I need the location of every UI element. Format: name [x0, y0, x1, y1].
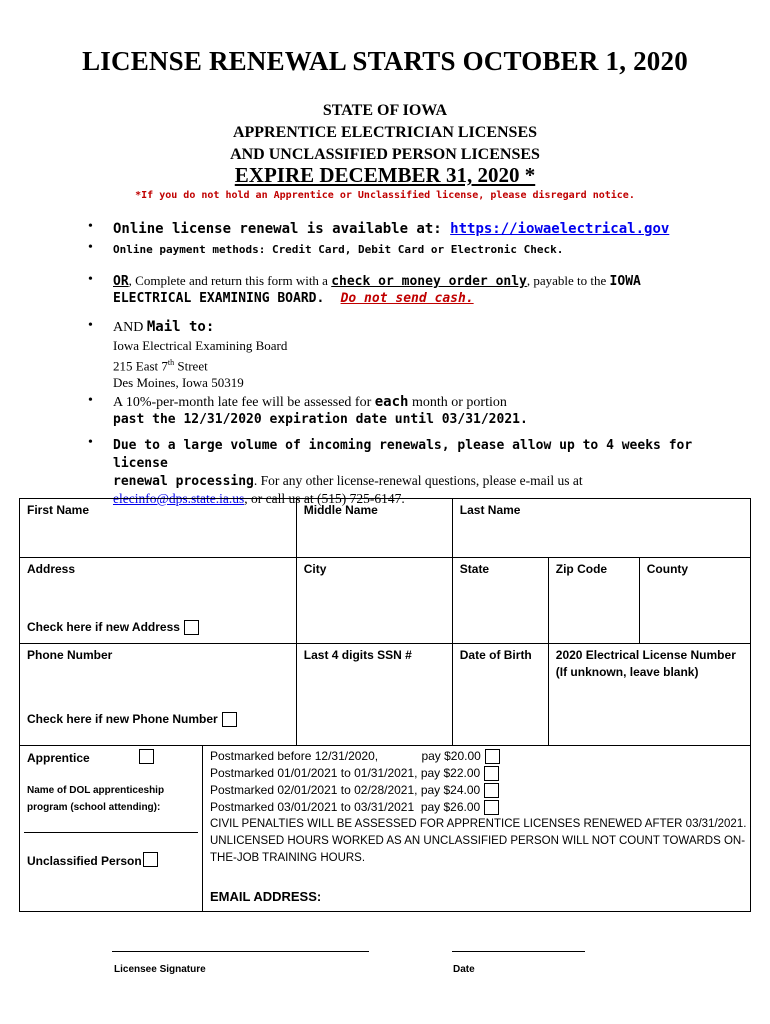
- bullet-icon: •: [88, 318, 93, 333]
- bullet-icon: •: [88, 272, 93, 287]
- license-type-section: [19, 745, 751, 912]
- first-name-field[interactable]: First Name: [20, 499, 297, 558]
- section-divider: [202, 746, 203, 911]
- bullet-icon: •: [88, 219, 93, 234]
- state-heading: STATE OF IOWA: [322, 102, 448, 119]
- fee-checkbox[interactable]: [484, 800, 499, 815]
- new-phone-checkbox-row: Check here if new Phone Number: [27, 712, 237, 727]
- middle-name-field[interactable]: Middle Name: [296, 499, 452, 558]
- online-renewal-link[interactable]: https://iowaelectrical.gov: [450, 221, 670, 237]
- city-field[interactable]: City: [296, 558, 452, 644]
- date-label: Date: [453, 964, 475, 975]
- mail-form-item: OR, Complete and return this form with a check or money order only, payable to the IOWA ELECTRICAL EXAMINING BOARD. Do not send cash.: [113, 273, 641, 306]
- dol-program-line[interactable]: [24, 832, 198, 833]
- county-field[interactable]: County: [639, 558, 750, 644]
- date-of-birth-field[interactable]: Date of Birth: [452, 644, 548, 746]
- late-fee-item: A 10%-per-month late fee will be assessed for each month or portion past the 12/31/2020 expiration date until 03/31/2021.: [113, 394, 528, 427]
- online-renewal-item: Online license renewal is available at: https://iowaelectrical.gov: [113, 221, 670, 237]
- fee-checkbox[interactable]: [484, 766, 499, 781]
- mailing-address: Iowa Electrical Examining Board 215 East 7th Street Des Moines, Iowa 50319: [113, 338, 288, 391]
- hours-notice-line1: UNLICENSED HOURS WORKED AS AN UNCLASSIFIED PERSON WILL NOT COUNT TOWARDS ON-: [210, 835, 746, 847]
- address-field[interactable]: Address Check here if new Address: [20, 558, 297, 644]
- contact-email-link[interactable]: elecinfo@dps.state.ia.us: [113, 491, 245, 506]
- new-phone-checkbox[interactable]: [222, 712, 237, 727]
- unclassified-heading: AND UNCLASSIFIED PERSON LICENSES: [230, 146, 540, 163]
- last-name-field[interactable]: Last Name: [452, 499, 750, 558]
- state-field[interactable]: State: [452, 558, 548, 644]
- expire-heading: EXPIRE DECEMBER 31, 2020 *: [234, 163, 536, 187]
- fee-checkbox[interactable]: [485, 749, 500, 764]
- bullet-icon: •: [88, 435, 93, 450]
- license-number-field[interactable]: 2020 Electrical License Number (If unknown, leave blank): [548, 644, 750, 746]
- applicant-info-table: [19, 498, 751, 746]
- civil-penalty-notice: CIVIL PENALTIES WILL BE ASSESSED FOR APPRENTICE LICENSES RENEWED AFTER 03/31/2021.: [210, 818, 747, 830]
- fee-checkbox[interactable]: [484, 783, 499, 798]
- fee-schedule: Postmarked before 12/31/2020, pay $20.00 Postmarked 01/01/2021 to 01/31/2021, pay $22.00 Postmarked 02/01/2021 to 02/28/2021, pay $24.00 Postmarked 03/01/2021 to 03/31/2021 pay $26.00 CIVIL PENALTIES WILL BE ASSESSED FOR APPRENTICE LICENSES RENEWED AFTER 03/31/2021. UNLICENSED HOURS WORKED AS AN UNCLASSIFIED PERSON WILL NOT COUNT TOWARDS ON- THE-JOB TRAINING HOURS.: [210, 748, 746, 867]
- date-line[interactable]: [452, 951, 585, 952]
- new-address-checkbox[interactable]: [184, 620, 199, 635]
- phone-number-field[interactable]: Phone Number Check here if new Phone Number: [20, 644, 297, 746]
- payment-methods-item: Online payment methods: Credit Card, Debit Card or Electronic Check.: [113, 243, 564, 256]
- zip-code-field[interactable]: Zip Code: [548, 558, 639, 644]
- apprentice-heading: APPRENTICE ELECTRICIAN LICENSES: [232, 124, 538, 141]
- disregard-notice: *If you do not hold an Apprentice or Unclassified license, please disregard notice.: [135, 190, 635, 201]
- mail-to-item: AND Mail to:: [113, 319, 215, 335]
- apprentice-label: Apprentice: [27, 751, 90, 765]
- unclassified-checkbox[interactable]: [143, 852, 158, 867]
- unclassified-label: Unclassified Person: [27, 854, 142, 868]
- ssn-field[interactable]: Last 4 digits SSN #: [296, 644, 452, 746]
- processing-time-item: Due to a large volume of incoming renewals, please allow up to 4 weeks for license renewal processing. For any other license-renewal questions, please e-mail us at elecinfo@dps.state.ia.us, or call us at (515) 725-6147.: [113, 438, 693, 506]
- signature-line[interactable]: [112, 951, 369, 952]
- email-address-field[interactable]: EMAIL ADDRESS:: [210, 889, 322, 904]
- bullet-icon: •: [88, 240, 93, 255]
- signature-label: Licensee Signature: [114, 964, 206, 975]
- page-title: LICENSE RENEWAL STARTS OCTOBER 1, 2020: [82, 46, 688, 76]
- hours-notice-line2: THE-JOB TRAINING HOURS.: [210, 852, 366, 864]
- dol-program-label: Name of DOL apprenticeship program (school attending):: [27, 785, 165, 813]
- bullet-icon: •: [88, 393, 93, 408]
- new-address-checkbox-row: Check here if new Address: [27, 620, 199, 635]
- apprentice-checkbox[interactable]: [139, 749, 154, 764]
